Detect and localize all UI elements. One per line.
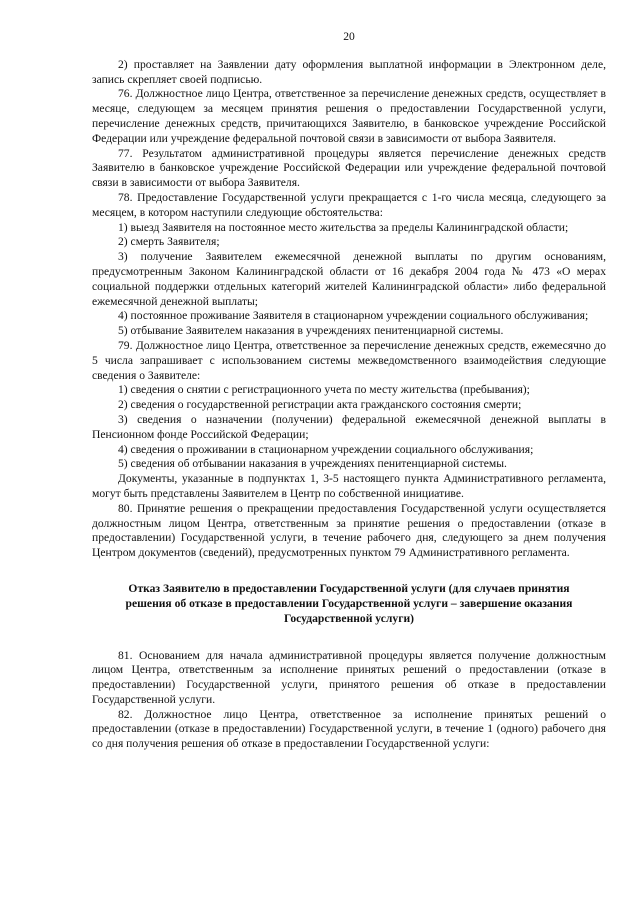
paragraph: 77. Результатом административной процедуры является перечисление денежных средств Заявителю в банковское учреждение Российской Федерации или учреждение федеральной почтовой связи в зависимости от выбора Заявителя. [92, 146, 606, 190]
paragraph: 5) отбывание Заявителем наказания в учреждениях пенитенциарной системы. [118, 324, 504, 338]
paragraph: 76. Должностное лицо Центра, ответственное за перечисление денежных средств, осуществляет в месяце, следующем за месяцем принятия решения о предоставлении Государственной услуги, перечисление денежных средств, причитающихся Заявителю, в банковское учреждение Российской Федерации или учреждение федеральной почтовой связи в зависимости от выбора Заявителя. [92, 87, 606, 145]
paragraph: 4) постоянное проживание Заявителя в стационарном учреждении социального обслуживания; [118, 309, 589, 323]
paragraph: 1) сведения о снятии с регистрационного учета по месту жительства (пребывания); [118, 383, 530, 397]
paragraph: 82. Должностное лицо Центра, ответственное за исполнение принятых решений о предоставлении (отказе в предоставлении) Государственной услуги, в течение 1 (одного) рабочего дня со дня получения решения об отказе в предоставлении Государственной услуги: [92, 707, 606, 751]
paragraph: 81. Основанием для начала административной процедуры является получение должностным лицом Центра, ответственным за исполнение принятых решений о предоставлении (отказе в предоставлении) Государственной услуги, принятого решения об отказе в предоставлении Государственной услуги. [92, 648, 606, 706]
paragraph: 1) выезд Заявителя на постоянное место жительства за пределы Калининградской области; [118, 220, 569, 234]
paragraph: 4) сведения о проживании в стационарном учреждении социального обслуживания; [118, 442, 534, 456]
paragraph: 2) проставляет на Заявлении дату оформления выплатной информации в Электронном деле, запись скрепляет своей подписью. [92, 57, 606, 86]
paragraph: 2) сведения о государственной регистрации акта гражданского состояния смерти; [118, 398, 522, 412]
paragraph: 5) сведения об отбывании наказания в учреждениях пенитенциарной системы. [118, 457, 507, 471]
paragraph: 79. Должностное лицо Центра, ответственное за перечисление денежных средств, ежемесячно до 5 числа запрашивает с использованием системы межведомственного взаимодействия следующие сведения о Заявителе: [92, 338, 606, 382]
paragraph: 78. Предоставление Государственной услуги прекращается с 1-го числа месяца, следующего за месяцем, в котором наступили следующие обстоятельства: [92, 190, 606, 219]
paragraph: 2) смерть Заявителя; [118, 235, 220, 249]
paragraph: 3) сведения о назначении (получении) федеральной ежемесячной денежной выплаты в Пенсионном фонде Российской Федерации; [92, 412, 606, 441]
paragraph: Документы, указанные в подпунктах 1, 3-5 настоящего пункта Административного регламента, могут быть представлены Заявителем в Центр по собственной инициативе. [92, 472, 606, 500]
paragraph: 3) получение Заявителем ежемесячной денежной выплаты по другим основаниям, предусмотренным Законом Калининградской области от 16 декабря 2004 года № 473 «О мерах социальной поддержки отдельных категорий жителей Калининградской области» либо федеральной ежемесячной денежной выплаты; [92, 250, 606, 308]
paragraph: 80. Принятие решения о прекращении предоставления Государственной услуги осуществляется должностным лицом Центра, ответственным за принятие решения о предоставлении (отказе в предоставлении) Государственной услуги, в течение рабочего дня, следующего за днем получения Центром документов (сведений), предусмотренных пунктом 79 Административного регламента. [92, 501, 606, 560]
section-heading: Отказ Заявителю в предоставлении Государственной услуги (для случаев принятия решения об отказе в предоставлении Государственной услуги – завершение оказания Государственной услуги) [125, 581, 573, 626]
page-number: 20 [343, 30, 355, 43]
